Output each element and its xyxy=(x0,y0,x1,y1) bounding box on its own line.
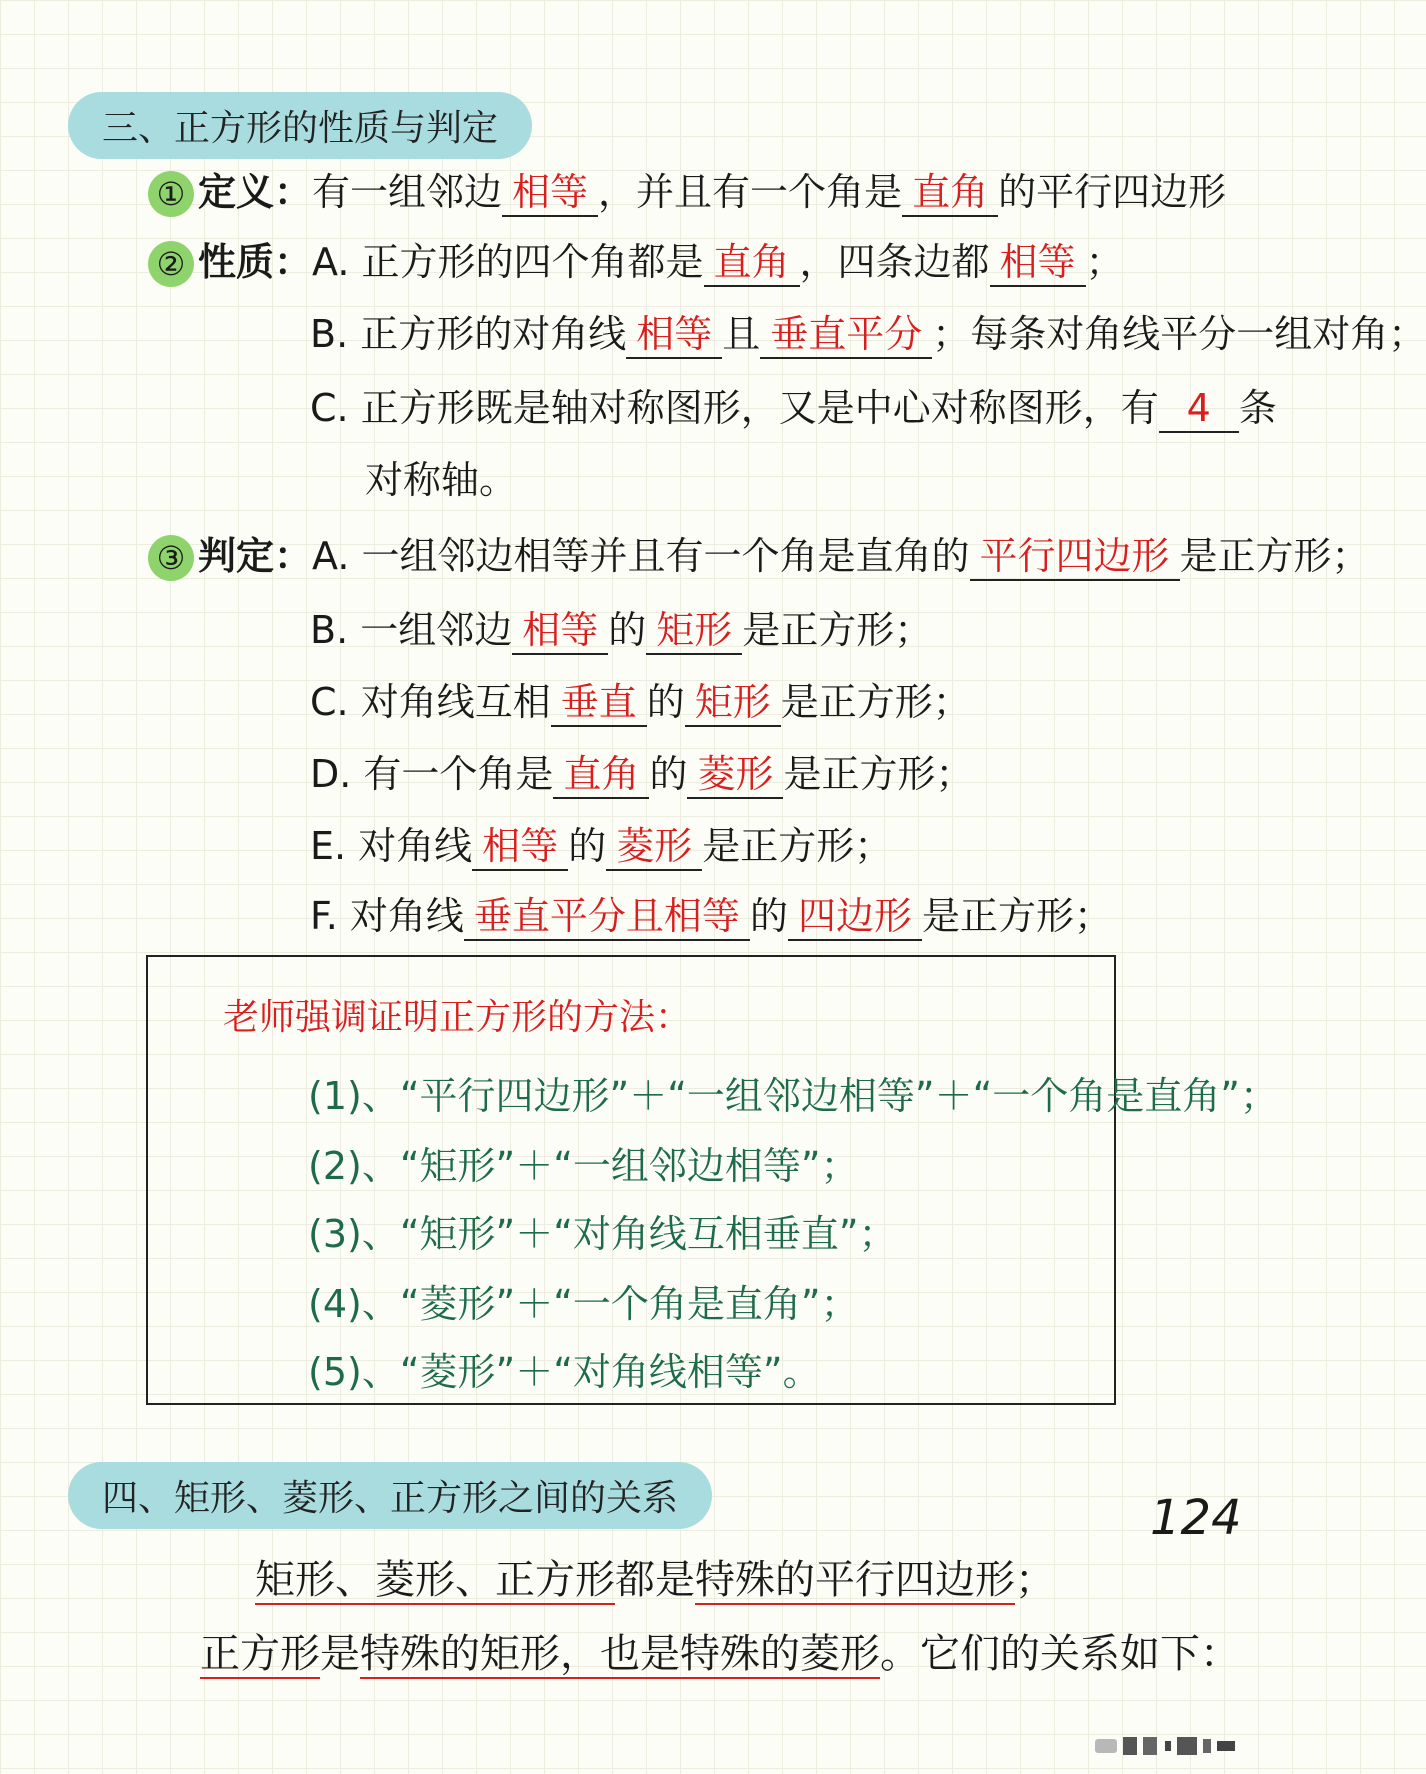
judge-e-answer-2: 菱形 xyxy=(606,825,702,871)
definition-number-badge: ① xyxy=(148,171,194,217)
relation-2-subject: 正方形 xyxy=(200,1631,320,1677)
judge-a-text-2: 是正方形； xyxy=(1179,534,1370,578)
property-label: 性质： xyxy=(198,240,313,284)
section-4-heading xyxy=(68,1462,712,1529)
judge-c-text-3: 是正方形； xyxy=(780,680,971,724)
judge-line-f xyxy=(310,894,1112,941)
judge-b-answer-2: 矩形 xyxy=(646,609,742,655)
judge-label: 判定： xyxy=(198,534,313,578)
judge-d-text-3: 是正方形； xyxy=(783,752,974,796)
definition-answer-1: 相等 xyxy=(502,171,598,217)
judge-e-answer-1: 相等 xyxy=(472,825,568,871)
property-a-text-3: ； xyxy=(1085,240,1124,284)
section-4-title: 四、矩形、菱形、正方形之间的关系 xyxy=(102,1478,679,1519)
relation-1-end: ； xyxy=(1015,1557,1055,1603)
judge-c-answer-2: 矩形 xyxy=(685,681,781,727)
property-b-answer-1: 相等 xyxy=(626,313,722,359)
property-a-text-2: ，四条边都 xyxy=(799,240,990,284)
section-3-title: 三、正方形的性质与判定 xyxy=(102,108,499,149)
judge-line-b xyxy=(310,608,932,655)
judge-b-text-2: 的 xyxy=(608,608,647,652)
judge-line-a xyxy=(148,534,1370,581)
judge-b-text-1: B. 一组邻边 xyxy=(310,608,513,652)
teacher-methods-box xyxy=(146,955,1278,1405)
property-c-text-2: 条 xyxy=(1238,386,1277,430)
teacher-methods-title: 老师强调证明正方形的方法： xyxy=(223,997,692,1038)
judge-line-d xyxy=(310,752,973,799)
judge-e-text-1: E. 对角线 xyxy=(310,824,473,868)
property-a-answer-2: 相等 xyxy=(990,241,1086,287)
judge-f-text-2: 的 xyxy=(749,894,788,938)
definition-text-2: ，并且有一个角是 xyxy=(598,170,903,214)
property-line-c xyxy=(310,386,1277,433)
judge-a-answer-1: 平行四边形 xyxy=(970,535,1180,581)
property-c-text-1: C. 正方形既是轴对称图形，又是中心对称图形，有 xyxy=(310,386,1159,430)
judge-f-text-3: 是正方形； xyxy=(921,894,1112,938)
property-b-text-3: ；每条对角线平分一组对角； xyxy=(932,312,1426,356)
method-item-5: (5)、“菱形”＋“对角线相等”。 xyxy=(308,1350,821,1394)
judge-e-text-3: 是正方形； xyxy=(702,824,893,868)
relation-1-object: 特殊的平行四边形 xyxy=(695,1557,1015,1603)
judge-number-badge: ③ xyxy=(148,535,194,581)
judge-c-answer-1: 垂直 xyxy=(551,681,647,727)
property-b-text-1: B. 正方形的对角线 xyxy=(310,312,627,356)
relation-1-verb: 都是 xyxy=(615,1557,695,1603)
property-a-text-1: A. 正方形的四个角都是 xyxy=(312,240,704,284)
property-line-c-cont xyxy=(365,458,517,504)
definition-answer-2: 直角 xyxy=(902,171,998,217)
judge-d-text-1: D. 有一个角是 xyxy=(310,752,554,796)
method-item-4: (4)、“菱形”＋“一个角是直角”； xyxy=(308,1282,859,1326)
judge-a-text-1: A. 一组邻边相等并且有一个角是直角的 xyxy=(312,534,970,578)
judge-b-text-3: 是正方形； xyxy=(742,608,933,652)
relation-2-end: 。它们的关系如下： xyxy=(880,1631,1240,1677)
page-number: 124 xyxy=(1150,1490,1242,1546)
definition-text-3: 的平行四边形 xyxy=(998,170,1227,214)
property-line-a xyxy=(148,240,1124,287)
judge-line-e xyxy=(310,824,892,871)
judge-d-answer-2: 菱形 xyxy=(687,753,783,799)
section-3-heading xyxy=(68,92,532,159)
method-item-1: (1)、“平行四边形”＋“一组邻边相等”＋“一个角是直角”； xyxy=(308,1074,1278,1118)
judge-f-answer-2: 四边形 xyxy=(788,895,922,941)
judge-e-text-2: 的 xyxy=(568,824,607,868)
method-item-3: (3)、“矩形”＋“对角线互相垂直”； xyxy=(308,1212,897,1256)
watermark-bars-icon xyxy=(1095,1735,1245,1757)
judge-b-answer-1: 相等 xyxy=(512,609,608,655)
relation-2-object: 特殊的矩形，也是特殊的菱形 xyxy=(360,1631,880,1677)
judge-c-text-1: C. 对角线互相 xyxy=(310,680,551,724)
judge-f-text-1: F. 对角线 xyxy=(310,894,464,938)
relation-2-verb: 是 xyxy=(320,1631,360,1677)
judge-d-text-2: 的 xyxy=(649,752,688,796)
property-b-text-2: 且 xyxy=(722,312,761,356)
judge-c-text-2: 的 xyxy=(646,680,685,724)
property-number-badge: ② xyxy=(148,241,194,287)
relation-line-2 xyxy=(200,1622,1240,1679)
judge-line-c xyxy=(310,680,971,727)
property-line-b xyxy=(310,312,1426,359)
judge-d-answer-1: 直角 xyxy=(553,753,649,799)
definition-line xyxy=(148,170,1226,217)
definition-label: 定义： xyxy=(198,170,313,214)
property-b-answer-2: 垂直平分 xyxy=(760,313,932,359)
relation-1-subject: 矩形、菱形、正方形 xyxy=(255,1557,615,1603)
property-c-answer-1: 4 xyxy=(1159,387,1239,433)
property-c-text-3: 对称轴。 xyxy=(365,458,518,502)
method-item-2: (2)、“矩形”＋“一组邻边相等”； xyxy=(308,1144,859,1188)
definition-text-1: 有一组邻边 xyxy=(312,170,503,214)
property-a-answer-1: 直角 xyxy=(704,241,800,287)
judge-f-answer-1: 垂直平分且相等 xyxy=(464,895,750,941)
relation-line-1 xyxy=(255,1548,1055,1605)
